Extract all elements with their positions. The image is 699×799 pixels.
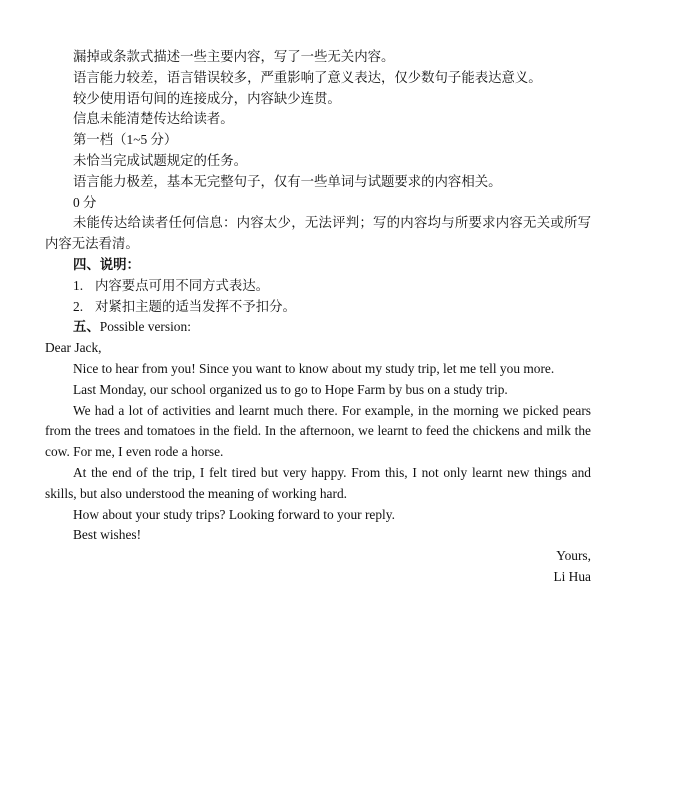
letter-paragraph-6: Best wishes! [73, 527, 142, 543]
letter-paragraph-2: Last Monday, our school organized us to go to Hope Farm by bus on a study trip. [73, 381, 508, 397]
tier1-heading: 第一档（1~5 分） [73, 132, 178, 148]
notes-item-2 [45, 297, 591, 318]
tier2-line-2: 语言能力较差，语言错误较多，严重影响了意义表达，仅少数句子能表达意义。 [73, 69, 542, 85]
letter-paragraph-4: At the end of the trip, I felt tired but very happy. From this, I not only learnt new things and skills, but also understood the meaning of working hard. [45, 464, 591, 501]
letter-paragraph-5: How about your study trips? Looking forward to your reply. [73, 506, 395, 522]
letter-paragraph-3: We had a lot of activities and learnt much there. For example, in the morning we picked pears from the trees and tomatoes in the field. In the afternoon, we learnt to feed the chickens and milk the cow. For me, I even rode a horse. [45, 402, 591, 460]
tier1-line-2: 语言能力极差，基本无完整句子，仅有一些单词与试题要求的内容相关。 [73, 173, 502, 189]
notes-item-2-text: 对紧扣主题的适当发挥不予扣分。 [95, 298, 296, 314]
letter-signature: Li Hua [553, 568, 591, 584]
notes-item-2-number: 2. [73, 298, 84, 314]
tier0-text: 未能传达给读者任何信息：内容太少，无法评判；写的内容均与所要求内容无关或所写内容无法看清。 [45, 215, 591, 252]
letter-salutation: Dear Jack, [45, 340, 102, 356]
tier2-line-4: 信息未能清楚传达给读者。 [73, 111, 234, 127]
version-heading [45, 317, 591, 338]
notes-item-1 [45, 276, 591, 297]
document-page [45, 47, 591, 588]
tier1-line-1: 未恰当完成试题规定的任务。 [73, 152, 248, 168]
tier2-line-3: 较少使用语句间的连接成分，内容缺少连贯。 [73, 90, 341, 106]
version-heading-number: 五、 [73, 319, 100, 335]
letter-closing: Yours, [556, 548, 591, 564]
letter-paragraph-1: Nice to hear from you! Since you want to know about my study trip, let me tell you more. [73, 360, 555, 376]
notes-item-1-text: 内容要点可用不同方式表达。 [95, 277, 270, 293]
notes-item-1-number: 1. [73, 277, 84, 293]
tier2-line-1: 漏掉或条款式描述一些主要内容，写了一些无关内容。 [73, 49, 395, 64]
notes-heading: 四、说明： [73, 256, 140, 272]
tier0-heading: 0 分 [73, 194, 97, 210]
version-heading-text: Possible version: [99, 319, 191, 335]
